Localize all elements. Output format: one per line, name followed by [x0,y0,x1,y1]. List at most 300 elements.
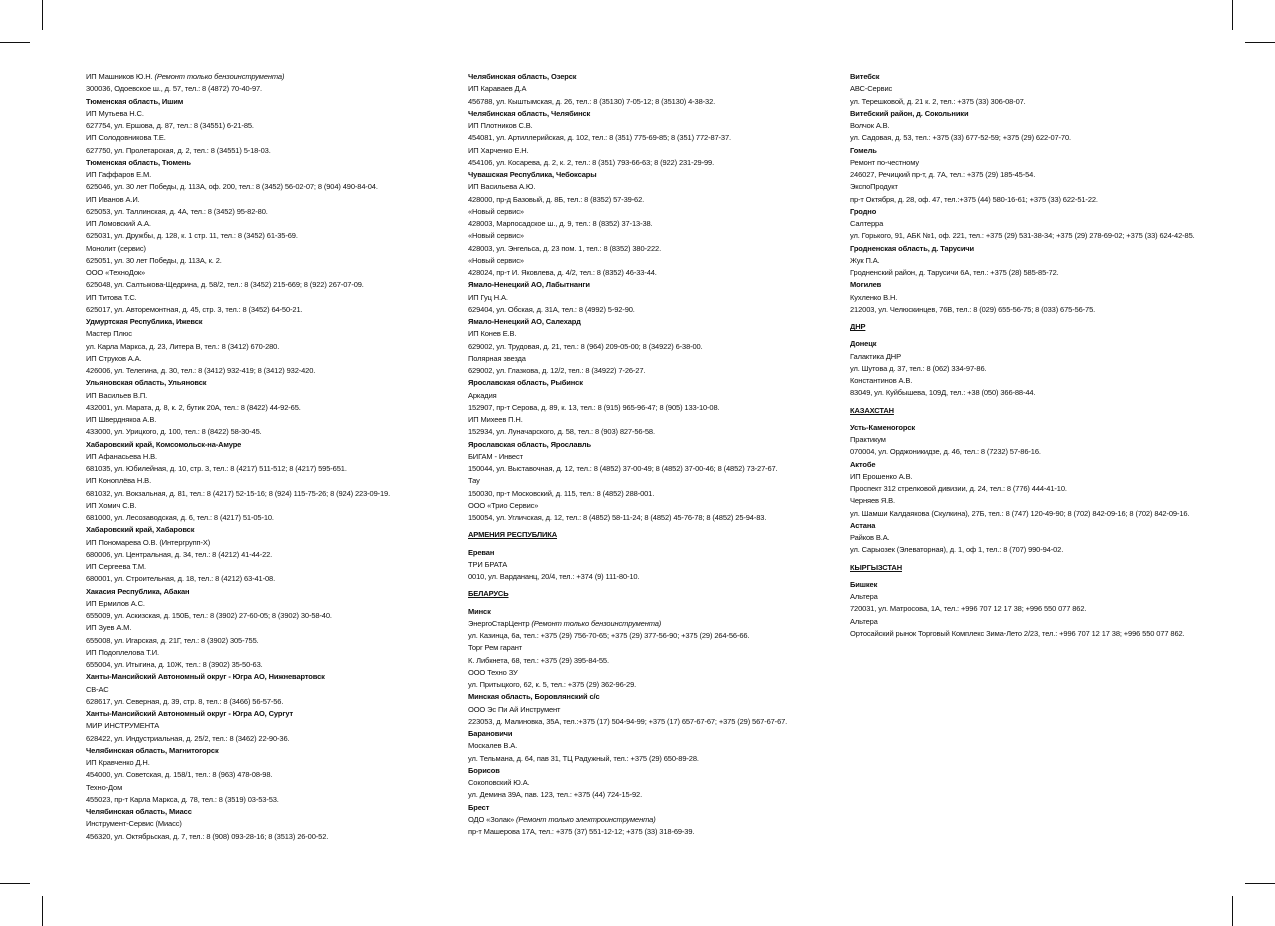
entry-line [468,365,840,377]
line-text: Ямало-Ненецкий АО, Лабытнанги [468,280,590,290]
line-text: ОДО «Золак» [468,814,517,824]
entry-line [468,618,840,630]
entry-line [850,351,1250,363]
line-text: 681000, ул. Лесозаводская, д. 6, тел.: 8 (4217) 51-05-10. [86,513,274,522]
line-text: ИП Струков А.А. [86,353,142,363]
entry-line [850,181,1250,193]
line-text: ИП Зуев А.М. [86,623,132,633]
line-text: ИП Гуц Н.А. [468,292,508,302]
entry-line [468,255,840,267]
region-heading [850,145,1250,157]
line-text: 428024, пр-т И. Яковлева, д. 4/2, тел.: 8 (8352) 46-33-44. [468,268,657,277]
line-text: Удмуртская Республика, Ижевск [86,317,203,326]
line-text: ИП Пономарева О.В. (Интергрупп-Х) [86,537,211,547]
line-text: 454081, ул. Артиллерийская, д. 102, тел.: 8 (351) 775-69-85; 8 (351) 772-87-37. [468,133,732,143]
line-text: Кухленко В.Н. [850,292,898,302]
line-text: 625031, ул. Дружбы, д. 128, к. 1 стр. 11, тел.: 8 (3452) 61-35-69. [86,231,298,241]
entry-line [86,341,458,353]
line-text: Хакасия Республика, Абакан [86,586,190,596]
line-text: 152907, пр-т Серова, д. 89, к. 13, тел.: 8 (915) 965-96-47; 8 (905) 133-10-08. [468,402,720,412]
crop-mark-top-right-h [1245,42,1275,43]
entry-line [468,341,840,353]
line-text: Гродненская область, д. Тарусичи [850,243,975,253]
entry-line [850,471,1250,483]
crop-mark-bottom-left-v [42,896,43,926]
region-heading [850,108,1250,120]
entry-line [86,794,458,806]
column-3 [850,71,1250,640]
line-text: Минская область, Боровлянский с/с [468,692,600,702]
entry-line [850,194,1250,206]
region-heading [468,691,840,703]
line-text: Витебск [850,72,880,81]
region-heading [86,439,458,451]
line-text: 655008, ул. Игарская, д. 21Г, тел.: 8 (3902) 305-755. [86,635,259,645]
entry-line [86,647,458,659]
entry-line [468,206,840,218]
entry-line [850,532,1250,544]
line-text: пр-т Машерова 17А, тел.: +375 (37) 551-12-12; +375 (33) 318-69-39. [468,827,695,836]
line-text: КАЗАХСТАН [850,405,894,415]
line-text: Черняев Я.В. [850,496,895,506]
line-text: КЫРГЫЗСТАН [850,562,902,572]
entry-line [86,365,458,377]
line-text: АРМЕНИЯ РЕСПУБЛИКА [468,530,558,540]
line-text: 628422, ул. Индустриальная, д. 25/2, тел.: 8 (3462) 22-90-36. [86,733,290,743]
entry-line [86,475,458,487]
entry-line [850,304,1250,316]
line-text: 629002, ул. Глазкова, д. 12/2, тел.: 8 (34922) 7-26-27. [468,366,646,375]
line-text: Практикум [850,435,886,444]
line-text: Инструмент-Сервис (Миасс) [86,819,182,829]
line-text: Минск [468,606,491,616]
entry-line [468,655,840,667]
entry-line [86,71,458,83]
line-text: Челябинская область, Магнитогорск [86,745,219,755]
crop-mark-bottom-left-h [0,883,30,884]
line-text: 212003, ул. Челюскинцев, 76В, тел.: 8 (029) 655-56-75; 8 (033) 675-56-75. [850,304,1096,314]
line-text: ЭнергоСтарЦентр [468,618,532,628]
line-text: 680006, ул. Центральная, д. 34, тел.: 8 (4212) 41-44-22. [86,549,273,559]
crop-mark-bottom-right-v [1232,896,1233,926]
line-text: ул. Демина 39А, пав. 123, тел.: +375 (44) 724-15-92. [468,790,643,800]
line-text: ул. Казинца, 6а, тел.: +375 (29) 756-70-65; +375 (29) 377-56-90; +375 (29) 264-56-66. [468,631,750,640]
entry-line [86,108,458,120]
entry-line [850,434,1250,446]
entry-line [850,495,1250,507]
region-heading [468,279,840,291]
entry-line [86,684,458,696]
line-text: ИП Ерошенко А.В. [850,471,913,481]
region-heading [468,728,840,740]
entry-line [86,757,458,769]
entry-line [86,132,458,144]
line-text: 454000, ул. Советская, д. 158/1, тел.: 8 (963) 478-08-98. [86,770,273,780]
region-heading [850,520,1250,532]
entry-line [86,696,458,708]
entry-line [86,659,458,671]
line-text: ИП Гаффаров Е.М. [86,170,152,179]
line-text: Сокоповский Ю.А. [468,778,530,787]
line-text: Ханты-Мансийский Автономный округ - Югра АО, Сургут [86,709,294,718]
entry-line [86,83,458,95]
entry-line [468,414,840,426]
line-text: ТРИ БРАТА [468,559,508,569]
line-text: Брест [468,802,490,812]
line-text: Ереван [468,547,495,557]
region-heading [86,157,458,169]
line-text: ИП Васильева А.Ю. [468,182,536,192]
line-text: ИП Иванов А.И. [86,194,140,204]
crop-mark-top-left-h [0,42,30,43]
region-heading [468,439,840,451]
entry-line [850,363,1250,375]
entry-line [468,488,840,500]
line-text: Хабаровский край, Хабаровск [86,525,195,535]
line-text: 625048, ул. Салтыкова-Щедрина, д. 58/2, тел.: 8 (3452) 215-669; 8 (922) 267-07-09. [86,280,364,290]
line-text: 627750, ул. Пролетарская, д. 2, тел.: 8 (34551) 5-18-03. [86,145,271,155]
entry-line [468,145,840,157]
entry-line [468,500,840,512]
line-text: ИП Мутьева Н.С. [86,108,144,118]
entry-line [468,814,840,826]
line-text: Галактика ДНР [850,351,901,361]
entry-line [468,463,840,475]
line-text: Гродно [850,206,877,216]
entry-line [468,716,840,728]
column-1 [86,71,458,843]
line-text: 223053, д. Малиновка, 35А, тел.:+375 (17) 504-94-99; +375 (17) 657-67-67; +375 (29) 567-67-67. [468,716,788,726]
entry-line [850,628,1250,640]
repair-note: (Ремонт только бензоинструмента) [531,618,662,628]
line-text: Усть-Каменогорск [850,422,916,432]
line-text: 454106, ул. Косарева, д. 2, к. 2, тел.: 8 (351) 793-66-63; 8 (922) 231-29-99. [468,157,715,167]
entry-line [850,120,1250,132]
entry-line [86,451,458,463]
line-text: Актобе [850,459,876,469]
line-text: ЭкспоПродукт [850,182,898,192]
line-text: Монолит (сервис) [86,243,146,253]
entry-line [86,145,458,157]
line-text: 428003, Марпосадское ш., д. 9, тел.: 8 (8352) 37-13-38. [468,219,653,228]
line-text: БЕЛАРУСЬ [468,589,509,599]
entry-line [86,181,458,193]
country-heading [850,321,1250,333]
entry-line [468,642,840,654]
line-text: ИП Ломовский А.А. [86,219,151,228]
line-text: Ярославская область, Рыбинск [468,378,583,388]
entry-line [468,132,840,144]
line-text: СВ-АС [86,684,109,694]
line-text: Проспект 312 стрелковой дивизии, д. 24, тел.: 8 (776) 444-41-10. [850,484,1067,493]
line-text: ООО «Трио Сервис» [468,500,539,510]
region-heading [850,71,1250,83]
line-text: Полярная звезда [468,353,526,363]
line-text: Райков В.А. [850,533,890,542]
line-text: ИП Караваев Д.А [468,84,527,94]
line-text: ИП Харченко Е.Н. [468,145,529,155]
entry-line [468,194,840,206]
entry-line [468,292,840,304]
line-text: «Новый сервис» [468,231,524,241]
line-text: Челябинская область, Челябинск [468,108,591,118]
entry-line [86,255,458,267]
line-text: ИП Плотников С.В. [468,121,533,130]
line-text: ИП Кравченко Д.Н. [86,758,150,767]
line-text: 456320, ул. Октябрьская, д. 7, тел.: 8 (908) 093-28-16; 8 (3513) 26-00-52. [86,831,329,841]
line-text: Москалев В.А. [468,741,518,751]
entry-line [86,304,458,316]
entry-line [850,83,1250,95]
line-text: Челябинская область, Миасс [86,807,192,816]
line-text: «Новый сервис» [468,255,524,265]
line-text: Могилев [850,280,882,290]
entry-line [468,328,840,340]
line-text: Торг Рем гарант [468,643,523,653]
entry-line [86,218,458,230]
entry-line [86,512,458,524]
region-heading [468,802,840,814]
line-text: Константинов А.В. [850,376,913,385]
line-text: 625053, ул. Таллинская, д. 4А, тел.: 8 (3452) 95-82-80. [86,206,268,216]
entry-line [86,414,458,426]
line-text: ул. Терешковой, д. 21 к. 2, тел.: +375 (33) 306-08-07. [850,96,1026,106]
country-heading [468,529,840,541]
entry-line [468,120,840,132]
line-text: БИГАМ - Инвест [468,451,523,461]
region-heading [468,377,840,389]
line-text: ООО Эс Пи Ай Инструмент [468,704,561,714]
line-text: Гродненский район, д. Тарусичи 6А, тел.: +375 (28) 585-85-72. [850,268,1059,277]
line-text: 428000, пр-д Базовый, д. 8Б, тел.: 8 (8352) 57-39-62. [468,194,645,204]
line-text: ИП Титова Т.С. [86,292,137,302]
entry-line [468,559,840,571]
region-heading [468,71,840,83]
line-text: ИП Ермилов А.С. [86,598,145,608]
entry-line [468,679,840,691]
crop-mark-top-left-v [42,0,43,30]
line-text: Борисов [468,765,500,775]
line-text: 150054, ул. Угличская, д. 12, тел.: 8 (4852) 58-11-24; 8 (4852) 45-76-78; 8 (4852) 25-94-83. [468,513,767,522]
entry-line [86,720,458,732]
line-text: ИП Машников Ю.Н. [86,72,155,81]
line-text: ООО «ТехноДок» [86,268,146,277]
entry-line [850,603,1250,615]
line-text: Салтерра [850,219,884,228]
column-2 [468,71,840,838]
line-text: ИП Михеев П.Н. [468,415,523,424]
entry-line [468,512,840,524]
entry-line [86,733,458,745]
entry-line [468,402,840,414]
region-heading [468,606,840,618]
line-text: Астана [850,520,876,530]
line-text: 246027, Речицкий пр-т, д. 7А, тел.: +375 (29) 185-45-54. [850,170,1036,179]
entry-line [86,328,458,340]
entry-line [86,390,458,402]
entry-line [468,218,840,230]
crop-mark-top-right-v [1232,0,1233,30]
line-text: Барановичи [468,729,513,738]
line-text: 433000, ул. Урицкого, д. 100, тел.: 8 (8422) 58-30-45. [86,427,262,437]
line-text: 428003, ул. Энгельса, д. 23 пом. 1, тел.: 8 (8352) 380-222. [468,243,662,253]
region-heading [468,108,840,120]
entry-line [850,292,1250,304]
entry-line [850,616,1250,628]
entry-line [468,181,840,193]
line-text: 655004, ул. Итыгина, д. 10Ж, тел.: 8 (3902) 35-50-63. [86,660,263,669]
entry-line [86,279,458,291]
line-text: Аркадия [468,390,497,400]
line-text: Челябинская область, Озерск [468,72,577,81]
line-text: 426006, ул. Телегина, д. 30, тел.: 8 (3412) 932-419; 8 (3412) 932-420. [86,366,316,375]
region-heading [86,671,458,683]
entry-line [468,267,840,279]
line-text: Жук П.А. [850,255,880,265]
entry-line [468,304,840,316]
line-text: пр-т Октября, д. 28, оф. 47, тел.:+375 (44) 580-16-61; +375 (33) 622-51-22. [850,194,1098,204]
line-text: «Новый сервис» [468,206,524,216]
region-heading [86,586,458,598]
line-text: Донецк [850,339,877,349]
entry-line [850,375,1250,387]
entry-line [468,826,840,838]
entry-line [468,353,840,365]
entry-line [86,610,458,622]
line-text: 150044, ул. Выставочная, д. 12, тел.: 8 (4852) 37-00-49; 8 (4852) 37-00-46; 8 (4852) 73-27-67. [468,464,778,473]
entry-line [468,475,840,487]
entry-line [86,194,458,206]
line-text: ИП Хомич С.В. [86,500,137,510]
entry-line [86,537,458,549]
line-text: 300036, Одоевское ш., д. 57, тел.: 8 (4872) 70-40-97. [86,84,263,94]
entry-line [86,635,458,647]
entry-line [86,573,458,585]
region-heading [468,316,840,328]
entry-line [468,571,840,583]
line-text: 625046, ул. 30 лет Победы, д. 113А, оф. 200, тел.: 8 (3452) 56-02-07; 8 (904) 490-84-04. [86,182,378,192]
entry-line [86,488,458,500]
entry-line [468,704,840,716]
entry-line [850,169,1250,181]
region-heading [468,765,840,777]
entry-line [86,769,458,781]
country-heading [850,405,1250,417]
entry-line [86,426,458,438]
region-heading [86,316,458,328]
line-text: Техно-Дом [86,782,123,792]
entry-line [468,390,840,402]
region-heading [468,547,840,559]
line-text: ул. Шутова д. 37, тел.: 8 (062) 334-97-86. [850,363,987,373]
line-text: 625017, ул. Авторемонтная, д. 45, стр. 3, тел.: 8 (3452) 64-50-21. [86,304,303,314]
line-text: МИР ИНСТРУМЕНТА [86,721,160,731]
entry-line [850,267,1250,279]
region-heading [86,745,458,757]
region-heading [850,206,1250,218]
line-text: ИП Сергеева Т.М. [86,562,146,571]
line-text: Тау [468,476,480,486]
entry-line [850,218,1250,230]
line-text: 720031, ул. Матросова, 1А, тел.: +996 707 12 17 38; +996 550 077 862. [850,604,1087,614]
line-text: Хабаровский край, Комсомольск-на-Амуре [86,439,242,449]
line-text: ул. Сарыозек (Элеваторная), д. 1, оф 1, тел.: 8 (707) 990-94-02. [850,545,1064,555]
line-text: Альтера [850,616,878,626]
line-text: Бишкек [850,579,878,589]
entry-line [86,402,458,414]
line-text: Ярославская область, Ярославль [468,439,591,449]
line-text: ИП Подоплелова Т.И. [86,647,159,657]
entry-line [468,157,840,169]
entry-line [86,169,458,181]
entry-line [86,267,458,279]
line-text: Тюменская область, Ишим [86,96,184,106]
line-text: К. Либкнета, 68, тел.: +375 (29) 395-84-55. [468,655,609,665]
entry-line [86,818,458,830]
entry-line [468,230,840,242]
entry-line [468,96,840,108]
entry-line [468,740,840,752]
line-text: 070004, ул. Орджоникидзе, д. 46, тел.: 8 (7232) 57-86-16. [850,447,1041,457]
line-text: ул. Садовая, д. 53, тел.: +375 (33) 677-52-59; +375 (29) 622-07-70. [850,133,1071,143]
line-text: ул. Карла Маркса, д. 23, Литера В, тел.: 8 (3412) 670-280. [86,341,280,351]
line-text: 629404, ул. Обская, д. 31А, тел.: 8 (4992) 5-92-90. [468,304,635,314]
line-text: 455023, пр-т Карла Маркса, д. 78, тел.: 8 (3519) 03-53-53. [86,794,279,804]
entry-line [86,230,458,242]
entry-line [86,831,458,843]
line-text: Волчок А.В. [850,121,890,130]
entry-line [468,777,840,789]
line-text: Ульяновская область, Ульяновск [86,378,207,388]
entry-line [86,463,458,475]
region-heading [850,338,1250,350]
entry-line [468,426,840,438]
region-heading [468,169,840,181]
line-text: Ортосайский рынок Торговый Комплекс Зима-Лето 2/23, тел.: +996 707 12 17 38; +996 550 077 862. [850,628,1185,638]
line-text: 628617, ул. Северная, д. 39, стр. 8, тел.: 8 (3466) 56-57-56. [86,696,284,706]
entry-line [850,591,1250,603]
region-heading [86,806,458,818]
line-text: Альтера [850,592,878,601]
entry-line [86,206,458,218]
entry-line [850,483,1250,495]
repair-note: (Ремонт только бензоинструмента) [154,72,285,81]
line-text: Чувашская Республика, Чебоксары [468,170,597,179]
region-heading [850,459,1250,471]
entry-line [850,387,1250,399]
line-text: 150030, пр-т Московский, д. 115, тел.: 8 (4852) 288-001. [468,488,655,498]
line-text: ул. Шамши Калдаякова (Скулкина), 27Б, тел.: 8 (747) 120-49-90; 8 (702) 842-09-16; 8 (702) 842-09-16. [850,508,1190,518]
line-text: 625051, ул. 30 лет Победы, д. 113А, к. 2. [86,255,222,265]
line-text: Ханты-Мансийский Автономный округ - Югра АО, Нижневартовск [86,672,325,682]
entry-line [86,549,458,561]
region-heading [86,96,458,108]
line-text: 432001, ул. Марата, д. 8, к. 2, бутик 20А, тел.: 8 (8422) 44-92-65. [86,402,301,412]
line-text: ИП Конев Е.В. [468,329,517,339]
line-text: 629002, ул. Трудовая, д. 21, тел.: 8 (964) 209-05-00; 8 (34922) 6-38-00. [468,341,703,351]
line-text: 456788, ул. Кыштымская, д. 26, тел.: 8 (35130) 7-05-12; 8 (35130) 4-38-32. [468,96,716,106]
region-heading [850,243,1250,255]
entry-line [86,622,458,634]
entry-line [850,446,1250,458]
line-text: ИП Солодовникова Т.Е. [86,133,166,143]
line-text: ул. Тельмана, д. 64, пав 31, ТЦ Радужный, тел.: +375 (29) 650-89-28. [468,753,699,763]
entry-line [850,544,1250,556]
country-heading [468,588,840,600]
entry-line [850,157,1250,169]
entry-line [850,508,1250,520]
entry-line [86,292,458,304]
